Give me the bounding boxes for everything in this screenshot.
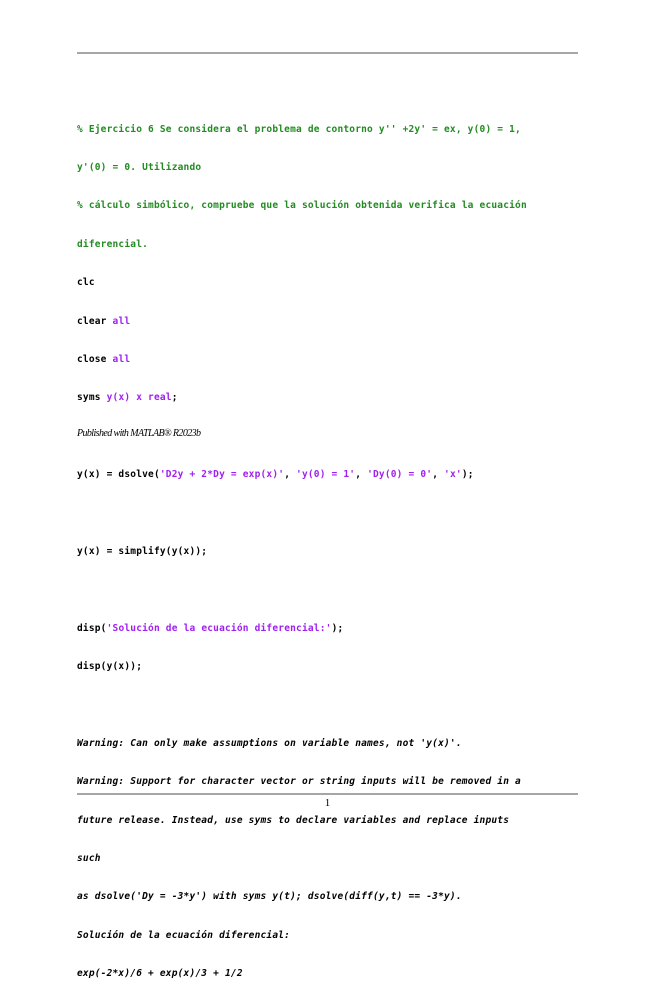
code-line-clear	[77, 316, 577, 329]
code-text: y(x) = dsolve(	[77, 469, 160, 481]
keyword: close	[77, 353, 113, 365]
page-number: 1	[324, 797, 331, 809]
string-literal: 'Dy(0) = 0'	[367, 469, 433, 481]
code-text: ,	[284, 469, 297, 481]
output-line: Solución de la ecuación diferencial:	[77, 929, 291, 941]
output-line: as dsolve('Dy = -3*y') with syms y(t); dsolve(diff(y,t) == -3*y).	[77, 891, 462, 903]
output-line: future release. Instead, use syms to declare variables and replace inputs	[77, 814, 510, 826]
comment-line: % Ejercicio 6 Se considera el problema de contorno y'' +2y' = ex, y(0) = 1,	[77, 123, 521, 135]
argument: y(x) x real	[106, 392, 172, 404]
string-literal: 'D2y + 2*Dy = exp(x)'	[159, 469, 285, 481]
comment-line: diferencial.	[77, 238, 149, 250]
header-rule	[77, 52, 578, 54]
output-line: Warning: Support for character vector or string inputs will be removed in a	[77, 776, 521, 788]
published-with-label: Published with MATLAB® R2023b	[77, 428, 201, 439]
footer-rule	[77, 793, 578, 795]
argument: all	[112, 315, 131, 327]
punctuation: ;	[171, 392, 178, 404]
code-text: disp(	[77, 622, 107, 634]
code-line-dsolve	[77, 469, 577, 482]
output-line: Warning: Can only make assumptions on variable names, not 'y(x)'.	[77, 737, 462, 749]
code-line-disp	[77, 623, 577, 636]
string-literal: 'Solución de la ecuación diferencial:'	[106, 622, 332, 634]
comment-line: % cálculo simbólico, compruebe que la solución obtenida verifica la ecuación	[77, 200, 527, 212]
keyword: syms	[77, 392, 107, 404]
comment-line: y'(0) = 0. Utilizando	[77, 161, 202, 173]
code-line-syms	[77, 392, 577, 405]
output-line: such	[77, 853, 101, 865]
code-line-simplify: y(x) = simplify(y(x));	[77, 545, 208, 557]
code-line-close	[77, 354, 577, 367]
code-text: );	[461, 469, 474, 481]
code-text: );	[331, 622, 344, 634]
code-line-disp: disp(y(x));	[77, 661, 143, 673]
argument: all	[112, 353, 131, 365]
string-literal: 'y(0) = 1'	[296, 469, 356, 481]
code-text: ,	[355, 469, 368, 481]
code-block	[77, 98, 577, 994]
code-line-clc: clc	[77, 277, 95, 289]
code-text: ,	[432, 469, 445, 481]
keyword: clear	[77, 315, 113, 327]
output-line: exp(-2*x)/6 + exp(x)/3 + 1/2	[77, 968, 243, 980]
string-literal: 'x'	[444, 469, 462, 481]
